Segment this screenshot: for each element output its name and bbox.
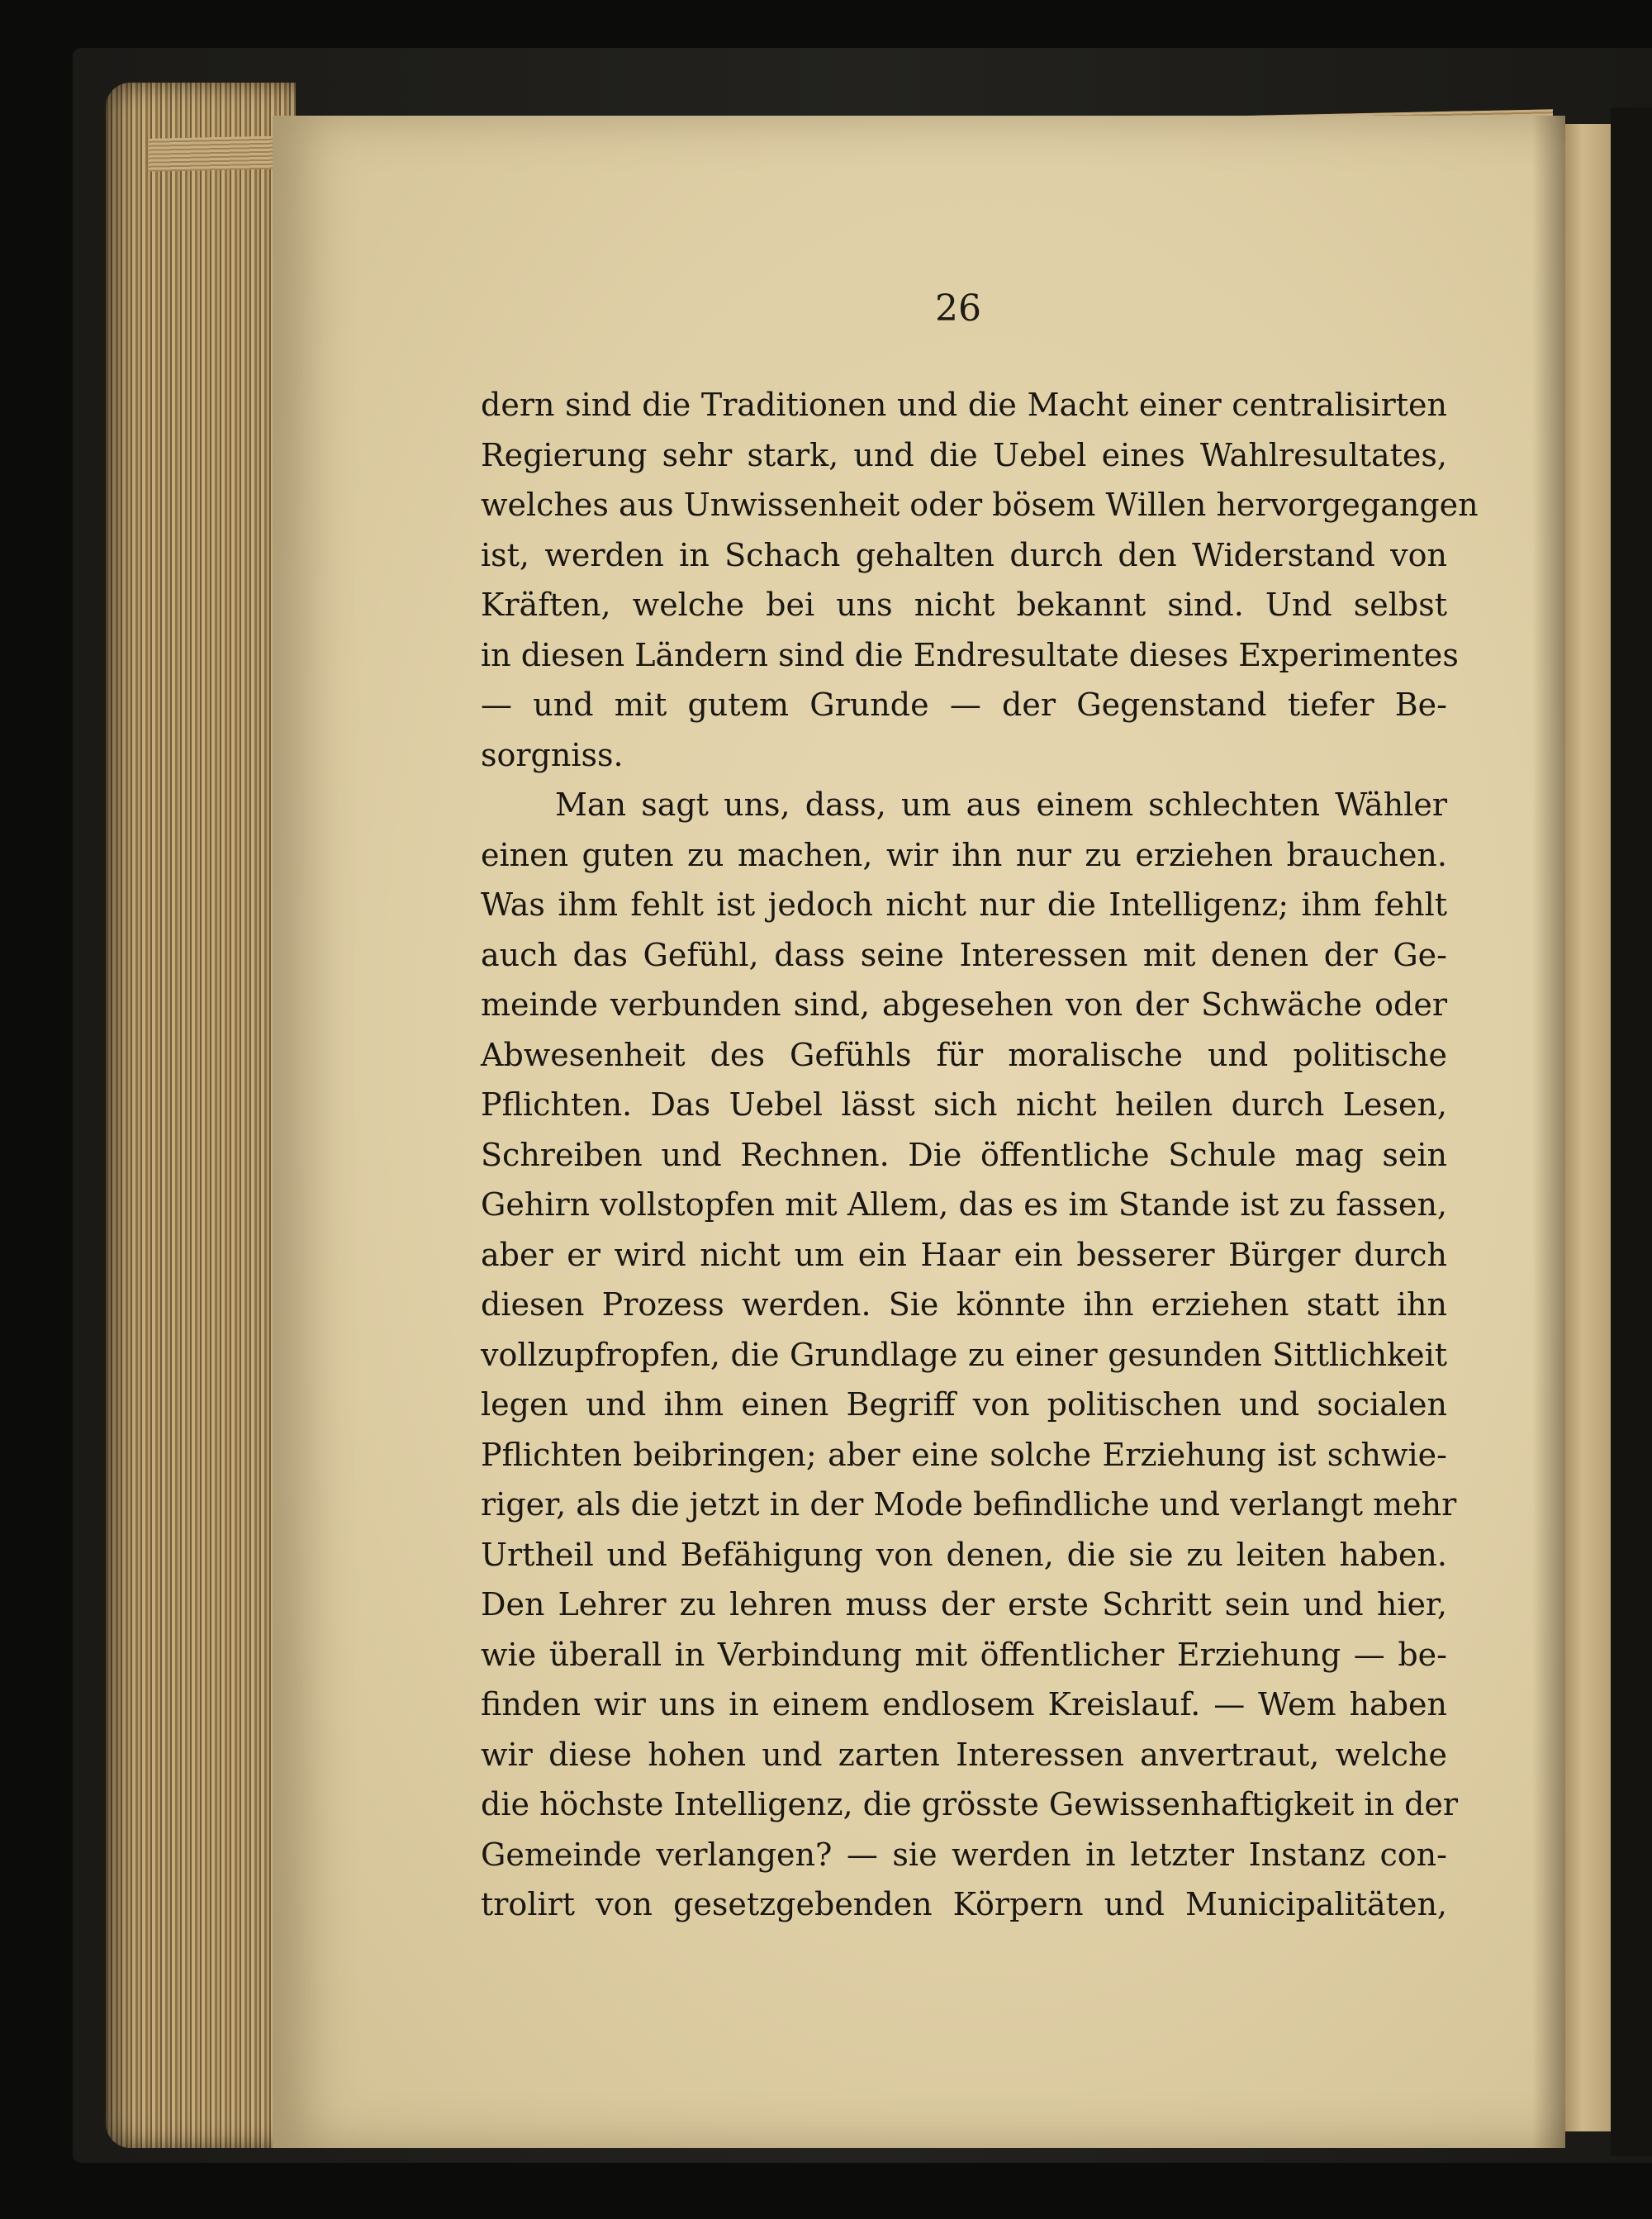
page-edges [106,83,296,2148]
text-line: Pflichten. Das Uebel lässt sich nicht heilen durch Lesen, [481,1086,1447,1123]
text-line: Regierung sehr stark, und die Uebel eines Wahlresultates, [481,436,1447,473]
text-line: riger, als die jetzt in der Mode befindliche und verlangt mehr [481,1486,1457,1523]
text-line: vollzupfropfen, die Grundlage zu einer gesunden Sittlichkeit [481,1336,1447,1373]
text-line: in diesen Ländern sind die Endresultate dieses Experimentes [481,636,1459,673]
body-text [481,380,1479,1930]
text-line: Gehirn vollstopfen mit Allem, das es im Stande ist zu fassen, [481,1186,1447,1223]
facing-page [1564,124,1611,2131]
page-number: 26 [935,287,981,330]
text-line: ist, werden in Schach gehalten durch den Widerstand von [481,536,1447,573]
text-line: Pflichten beibringen; aber eine solche Erziehung ist schwie- [481,1436,1447,1473]
text-line: finden wir uns in einem endlosem Kreislauf. — Wem haben [481,1686,1447,1722]
text-line: Kräften, welche bei uns nicht bekannt sind. Und selbst [481,587,1447,623]
text-line: die höchste Intelligenz, die grösste Gewissenhaftigkeit in der [481,1786,1459,1822]
book-cover-right [1611,107,1652,2156]
text-line: welches aus Unwissenheit oder bösem Willen hervorgegangen [481,487,1479,523]
text-line: meinde verbunden sind, abgesehen von der Schwäche oder [481,986,1447,1023]
text-line: einen guten zu machen, wir ihn nur zu erziehen brauchen. [481,836,1447,873]
text-line: Was ihm fehlt ist jedoch nicht nur die Intelligenz; ihm fehlt [481,886,1447,923]
text-line: Abwesenheit des Gefühls für moralische und politische [481,1036,1447,1073]
text-line: Urtheil und Befähigung von denen, die sie zu leiten haben. [481,1536,1447,1573]
text-line: Schreiben und Rechnen. Die öffentliche Schule mag sein [481,1136,1447,1173]
text-line: auch das Gefühl, dass seine Interessen mit denen der Ge- [481,936,1447,973]
text-line: Gemeinde verlangen? — sie werden in letzter Instanz con- [481,1836,1447,1873]
gutter-shadow [1532,116,1565,2148]
text-line: Den Lehrer zu lehren muss der erste Schritt sein und hier, [481,1586,1447,1623]
text-line: dern sind die Traditionen und die Macht einer centralisirten [481,387,1447,423]
text-line: wie überall in Verbindung mit öffentlicher Erziehung — be- [481,1636,1447,1673]
text-line: aber er wird nicht um ein Haar ein besserer Bürger durch [481,1236,1447,1273]
text-line: wir diese hohen und zarten Interessen anvertraut, welche [481,1736,1447,1773]
text-line: diesen Prozess werden. Sie könnte ihn erziehen statt ihn [481,1286,1447,1323]
text-line: — und mit gutem Grunde — der Gegenstand tiefer Be- [481,687,1447,723]
paragraph-start-line: Man sagt uns, dass, um aus einem schlechten Wähler [555,786,1447,823]
text-line: trolirt von gesetzgebenden Körpern und Municipalitäten, [481,1886,1447,1922]
text-line: legen und ihm einen Begriff von politischen und socialen [481,1386,1447,1423]
text-line: sorgniss. [481,736,624,773]
